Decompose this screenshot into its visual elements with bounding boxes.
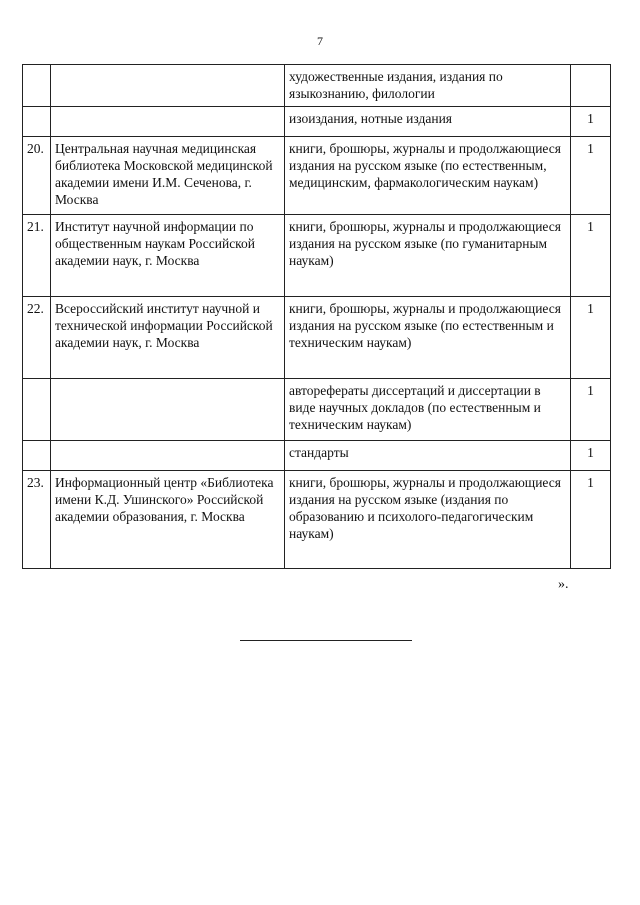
publication-type-cell: книги, брошюры, журналы и продолжающиеся издания на русском языке (по гуманитарным наукам) [285, 215, 571, 297]
copies-cell: 1 [571, 379, 611, 441]
organization-cell [51, 107, 285, 137]
copies-cell: 1 [571, 107, 611, 137]
organization-cell: Всероссийский институт научной и технической информации Российской академии наук, г. Москва [51, 297, 285, 379]
organization-cell: Институт научной информации по общественным наукам Российской академии наук, г. Москва [51, 215, 285, 297]
copies-cell: 1 [571, 297, 611, 379]
publication-type-cell: книги, брошюры, журналы и продолжающиеся издания на русском языке (по естественным и техническим наукам) [285, 297, 571, 379]
publication-type-cell: изоиздания, нотные издания [285, 107, 571, 137]
table-row [23, 107, 611, 137]
row-number [23, 107, 51, 137]
table-row [23, 215, 611, 297]
copies-cell: 1 [571, 137, 611, 215]
page-number: 7 [317, 34, 323, 48]
table-row [23, 137, 611, 215]
end-divider [240, 640, 412, 641]
publication-type-cell: стандарты [285, 441, 571, 471]
table-row [23, 379, 611, 441]
row-number: 22. [23, 297, 51, 379]
publication-type-cell: книги, брошюры, журналы и продолжающиеся издания на русском языке (издания по образованию и психолого-педагогическим наукам) [285, 471, 571, 569]
table-row [23, 471, 611, 569]
row-number [23, 65, 51, 107]
copies-cell: 1 [571, 441, 611, 471]
organization-cell [51, 441, 285, 471]
row-number: 20. [23, 137, 51, 215]
table-row [23, 297, 611, 379]
table-row [23, 441, 611, 471]
copies-cell [571, 65, 611, 107]
organization-cell: Центральная научная медицинская библиотека Московской медицинской академии имени И.М. Сеченова, г. Москва [51, 137, 285, 215]
organization-cell: Информационный центр «Библиотека имени К.Д. Ушинского» Российской академии образования, г. Москва [51, 471, 285, 569]
row-number [23, 379, 51, 441]
publication-type-cell: авторефераты диссертаций и диссертации в виде научных докладов (по естественным и техническим наукам) [285, 379, 571, 441]
row-number [23, 441, 51, 471]
closing-quote: ». [558, 577, 569, 592]
distribution-table [22, 64, 611, 569]
publication-type-cell: книги, брошюры, журналы и продолжающиеся издания на русском языке (по естественным, медицинским, фармакологическим наукам) [285, 137, 571, 215]
copies-cell: 1 [571, 471, 611, 569]
table-row [23, 65, 611, 107]
organization-cell [51, 379, 285, 441]
row-number: 23. [23, 471, 51, 569]
publication-type-cell: художественные издания, издания по языкознанию, филологии [285, 65, 571, 107]
copies-cell: 1 [571, 215, 611, 297]
organization-cell [51, 65, 285, 107]
row-number: 21. [23, 215, 51, 297]
